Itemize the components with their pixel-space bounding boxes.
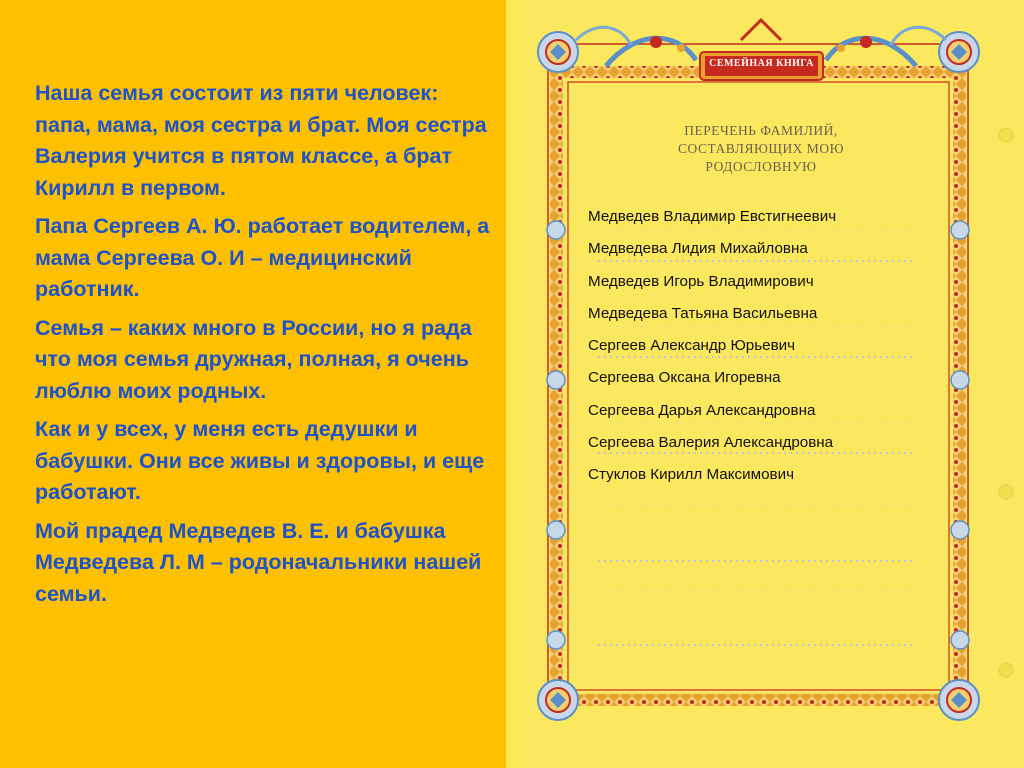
book-heading-line-3: РОДОСЛОВНУЮ — [705, 159, 817, 174]
story-paragraph-5: Мой прадед Медведев В. Е. и бабушка Медведева Л. М – родоначальники нашей семьи. — [35, 518, 482, 606]
family-names-list — [588, 201, 836, 492]
story-paragraph-1: Наша семья состоит из пяти человек: папа, мама, моя сестра и брат. Моя сестра Валерия учится в пятом классе, а брат Кирилл в первом. — [35, 81, 487, 200]
book-heading — [656, 122, 866, 176]
family-name-item: Медведева Татьяна Васильевна — [588, 304, 818, 322]
family-name-item: Сергеева Дарья Александровна — [588, 401, 816, 419]
story-paragraph-3: Семья – каких много в России, но я рада что моя семья дружная, полная, я очень люблю моих родных. — [35, 315, 472, 403]
book-label: СЕМЕЙНАЯ КНИГА — [709, 58, 814, 69]
family-name-item: Сергеева Оксана Игоревна — [588, 369, 781, 387]
family-name-item: Сергеев Александр Юрьевич — [588, 337, 796, 355]
family-name-item: Стуклов Кирилл Максимович — [588, 466, 794, 484]
family-name-item: Медведев Игорь Владимирович — [588, 272, 814, 290]
family-name-item: Медведева Лидия Михайловна — [588, 240, 808, 258]
book-heading-line-2: СОСТАВЛЯЮЩИХ МОЮ — [678, 141, 844, 156]
family-story — [35, 78, 500, 617]
left-panel — [0, 0, 506, 768]
book-heading-line-1: ПЕРЕЧЕНЬ ФАМИЛИЙ, — [684, 123, 838, 138]
story-paragraph-2: Папа Сергеев А. Ю. работает водителем, а мама Сергеева О. И – медицинский работник. — [35, 214, 490, 301]
story-paragraph-4: Как и у всех, у меня есть дедушки и бабушки. Они все живы и здоровы, и еще работают. — [35, 417, 485, 504]
family-name-item: Сергеева Валерия Александровна — [588, 434, 834, 452]
family-name-item: Медведев Владимир Евстигнеевич — [588, 208, 837, 225]
family-book-page — [506, 0, 1024, 768]
